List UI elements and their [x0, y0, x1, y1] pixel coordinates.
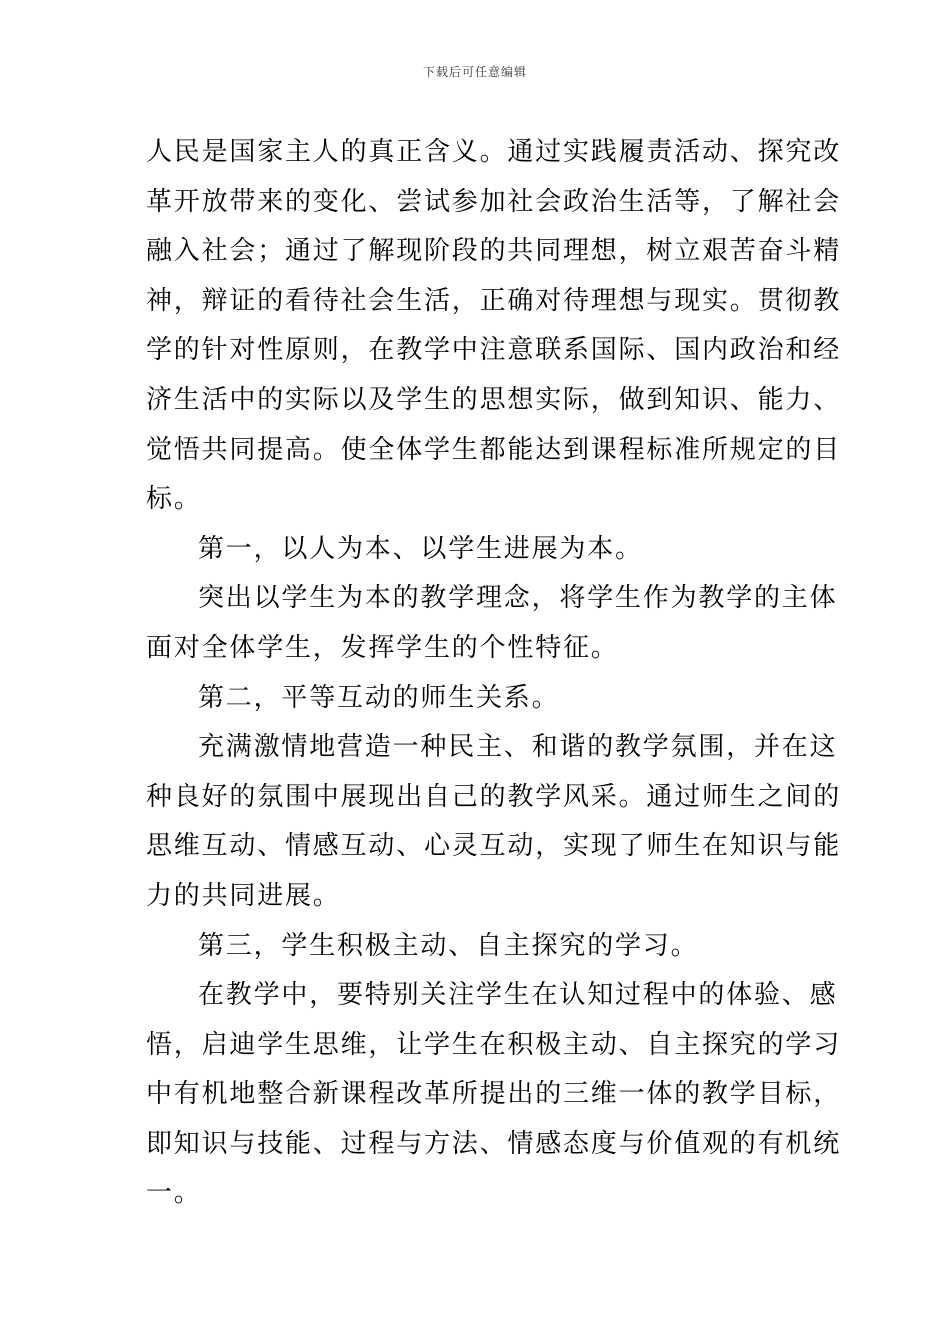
page-header: 下载后可任意编辑 — [422, 65, 527, 79]
text-line: 中有机地整合新课程改革所提出的三维一体的教学目标， — [146, 1079, 842, 1110]
section-heading-2: 第二，平等互动的师生关系。 — [198, 682, 560, 713]
text-line: 思维互动、情感互动、心灵互动，实现了师生在知识与能 — [146, 831, 842, 862]
text-line: 融入社会；通过了解现阶段的共同理想，树立艰苦奋斗精 — [146, 236, 842, 267]
text-line: 即知识与技能、过程与方法、情感态度与价值观的有机统 — [146, 1128, 842, 1159]
text-line: 觉悟共同提高。使全体学生都能达到课程标准所规定的目 — [146, 434, 842, 465]
text-line: 济生活中的实际以及学生的思想实际，做到知识、能力、 — [146, 384, 842, 415]
text-line: 标。 — [146, 484, 202, 515]
text-line: 革开放带来的变化、尝试参加社会政治生活等，了解社会 — [146, 186, 842, 217]
paragraph-start: 突出以学生为本的教学理念，将学生作为教学的主体 — [198, 583, 838, 614]
paragraph-start: 充满激情地营造一种民主、和谐的教学氛围，并在这 — [198, 732, 838, 763]
text-line: 人民是国家主人的真正含义。通过实践履责活动、探究改 — [146, 137, 842, 167]
section-heading-3: 第三，学生积极主动、自主探究的学习。 — [198, 930, 699, 961]
text-line: 力的共同进展。 — [146, 880, 341, 911]
text-line: 学的针对性原则，在教学中注意联系国际、国内政治和经 — [146, 335, 842, 366]
text-line: 一。 — [146, 1178, 202, 1209]
text-line: 悟，启迪学生思维，让学生在积极主动、自主探究的学习 — [146, 1029, 842, 1060]
text-line: 面对全体学生，发挥学生的个性特征。 — [146, 632, 619, 663]
paragraph-start: 在教学中，要特别关注学生在认知过程中的体验、感 — [198, 980, 838, 1011]
document-body — [146, 128, 842, 1219]
section-heading-1: 第一，以人为本、以学生进展为本。 — [198, 533, 643, 564]
text-line: 神，辩证的看待社会生活，正确对待理想与现实。贯彻教 — [146, 285, 842, 316]
text-line: 种良好的氛围中展现出自己的教学风采。通过师生之间的 — [146, 781, 842, 812]
